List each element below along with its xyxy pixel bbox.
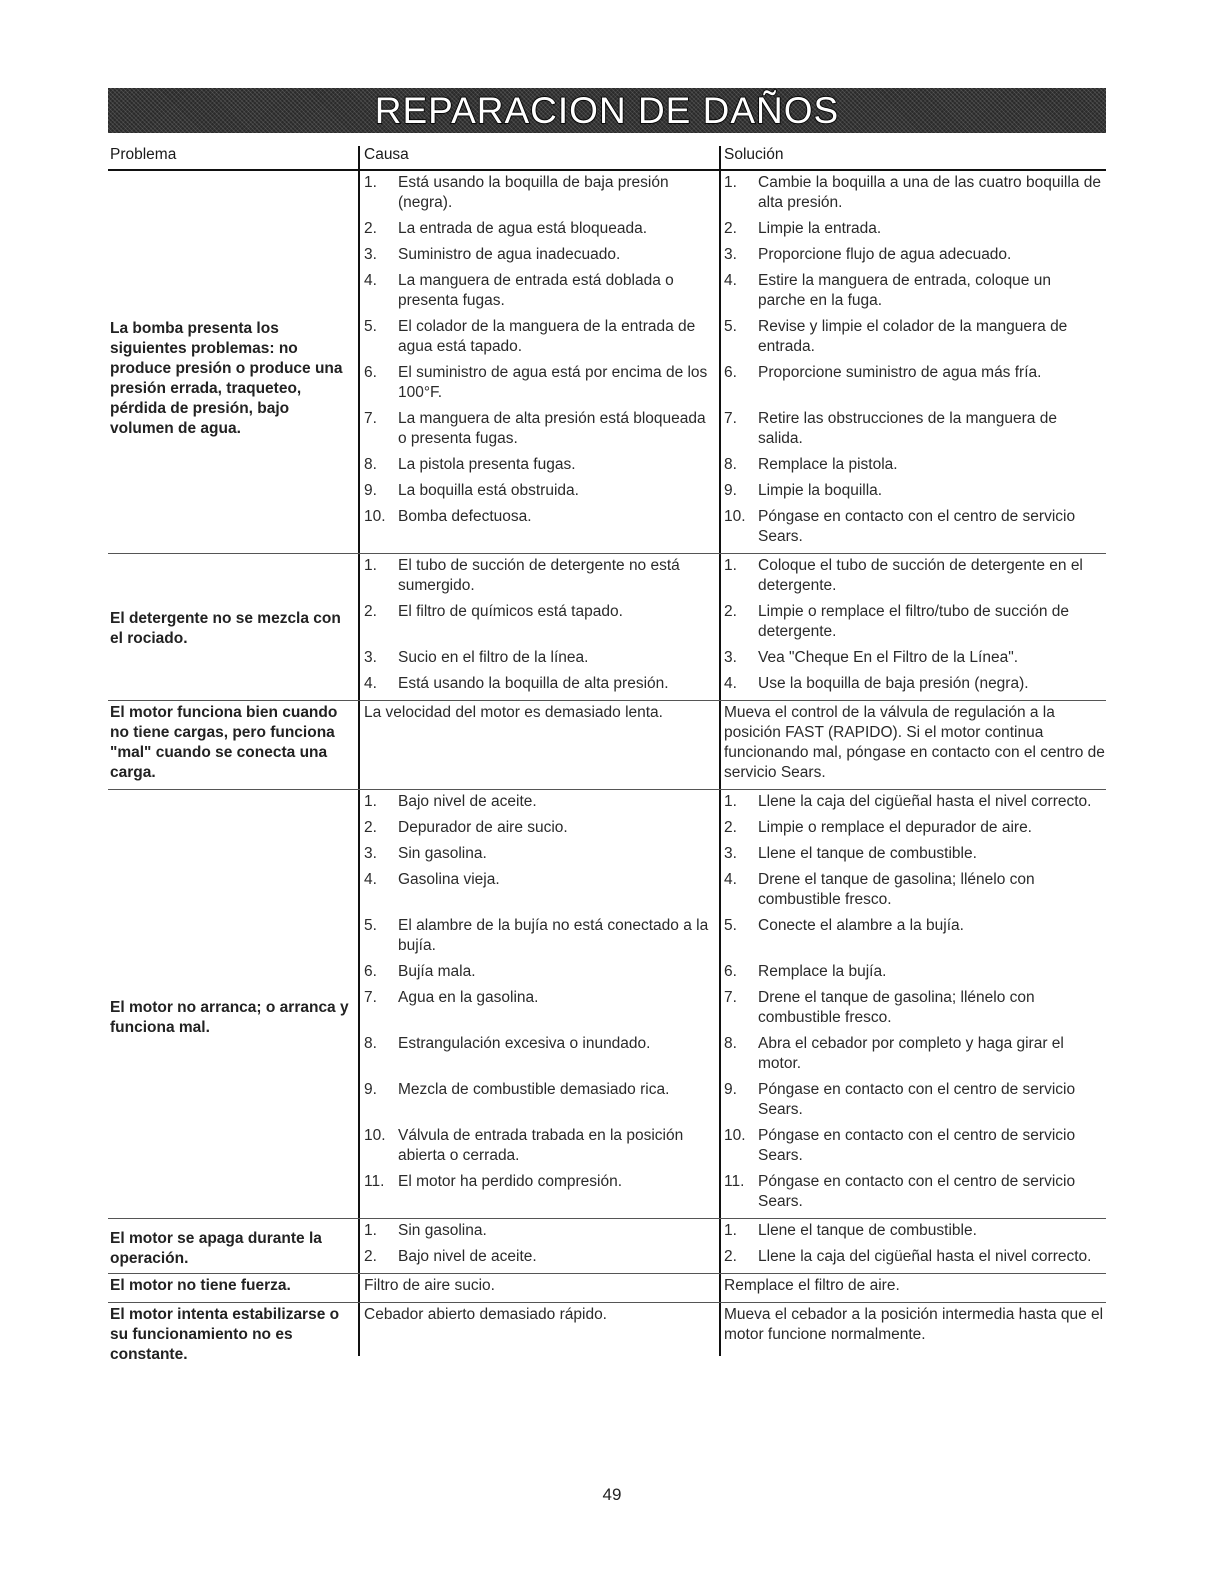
cause-cell-text: El motor ha perdido compresión. [398,1173,623,1190]
solution-cell-text: Llene la caja del cigüeñal hasta el nivel correcto. [758,1248,1092,1265]
solution-cell [720,916,1106,962]
solution-cell [720,1080,1106,1126]
item-number: 1. [724,174,737,191]
item-number: 1. [724,793,737,810]
item-number: 8. [724,1035,737,1052]
table-row [360,870,1106,916]
table-row [360,455,1106,481]
cause-cell-text: Está usando la boquilla de baja presión (negra). [398,174,669,211]
table-row [360,648,1106,674]
cause-cell [360,792,720,818]
problem-text: El motor intenta estabilizarse o su funcionamiento no es constante. [110,1306,340,1363]
item-number: 11. [724,1173,745,1190]
solution-cell-text: Póngase en contacto con el centro de servicio Sears. [758,1173,1076,1210]
item-number: 4. [724,272,737,289]
problem-text: El detergente no se mezcla con el rociado. [110,610,341,647]
item-number: 1. [724,1222,737,1239]
table-row [360,602,1106,648]
cause-cell [360,988,720,1034]
cause-cell [360,1126,720,1172]
table-row [360,245,1106,271]
item-number: 2. [724,819,737,836]
solution-cell [720,173,1106,219]
item-number: 2. [364,1248,377,1265]
cause-cell [360,1080,720,1126]
item-number: 9. [724,1081,737,1098]
solution-cell [720,245,1106,271]
solution-cell-text: Póngase en contacto con el centro de servicio Sears. [758,508,1076,545]
cause-cell-text: Válvula de entrada trabada en la posición abierta o cerrada. [398,1127,684,1164]
item-number: 9. [364,482,377,499]
solution-cell [720,1126,1106,1172]
cause-cell [360,1221,720,1247]
item-number: 1. [364,793,377,810]
item-number: 3. [724,246,737,263]
solution-cell-text: Drene el tanque de gasolina; llénelo con combustible fresco. [758,989,1035,1026]
cause-cell-text: La pistola presenta fugas. [398,456,576,473]
solution-cell-text: Cambie la boquilla a una de las cuatro boquilla de alta presión. [758,174,1101,211]
table-row [360,962,1106,988]
cause-cell-text: Sin gasolina. [398,1222,487,1239]
item-number: 4. [724,675,737,692]
solution-cell-text: Llene el tanque de combustible. [758,1222,977,1239]
item-number: 7. [724,410,737,427]
item-number: 9. [364,1081,377,1098]
header-cause: Causa [364,146,409,163]
cause-cell [360,271,720,317]
solution-cell-text: Remplace la pistola. [758,456,898,473]
cause-cell-text: Bajo nivel de aceite. [398,793,537,810]
table-row [360,317,1106,363]
solution-cell-text: Drene el tanque de gasolina; llénelo con combustible fresco. [758,871,1035,908]
item-number: 2. [364,603,377,620]
solution-cell [720,844,1106,870]
cause-cell-text: Suministro de agua inadecuado. [398,246,621,263]
solution-cell [720,271,1106,317]
problem-text: El motor no tiene fuerza. [110,1277,291,1294]
item-number: 8. [364,456,377,473]
solution-cell [720,507,1106,553]
solution-cell [720,556,1106,602]
table-row [360,556,1106,602]
problem-group [108,171,1106,554]
table-row [360,988,1106,1034]
solution-cell-text: Llene la caja del cigüeñal hasta el nivel correcto. [758,793,1092,810]
table-row [360,271,1106,317]
item-number: 5. [364,917,377,934]
cause-cell-text: Estrangulación excesiva o inundado. [398,1035,651,1052]
solution-cell [720,363,1106,409]
problem-group [108,1219,1106,1274]
solution-cell: Mueva el control de la válvula de regulación a la posición FAST (RAPIDO). Si el motor continua funcionando mal, póngase en contacto con el centro de servicio Sears. [724,704,1105,781]
solution-cell [720,455,1106,481]
item-number: 4. [364,871,377,888]
table-row [360,916,1106,962]
solution-cell-text: Use la boquilla de baja presión (negra). [758,675,1029,692]
banner-title: REPARACION DE DAÑOS [374,89,840,131]
solution-cell [720,792,1106,818]
item-number: 6. [364,963,377,980]
item-number: 10. [364,508,386,525]
item-number: 2. [724,1248,737,1265]
problem-group [108,790,1106,1219]
header-problem: Problema [110,146,177,163]
table-row [360,1221,1106,1247]
problem-group [108,701,1106,790]
solution-cell-text: Remplace la bujía. [758,963,887,980]
item-number: 3. [364,246,377,263]
solution-cell [720,481,1106,507]
cause-cell [360,409,720,455]
cause-cell-text: Depurador de aire sucio. [398,819,568,836]
cause-cell [360,870,720,916]
solution-cell [720,1247,1106,1273]
cause-cell [360,844,720,870]
cause-cell [360,818,720,844]
cause-cell-text: Mezcla de combustible demasiado rica. [398,1081,670,1098]
solution-cell-text: Estire la manguera de entrada, coloque un parche en la fuga. [758,272,1051,309]
table-row [360,1305,1106,1351]
solution-cell [720,870,1106,916]
solution-cell [720,1221,1106,1247]
cause-cell [360,173,720,219]
cause-cell: Filtro de aire sucio. [364,1277,495,1294]
solution-cell [720,674,1106,700]
solution-cell [720,962,1106,988]
item-number: 10. [364,1127,386,1144]
cause-cell [360,1034,720,1080]
cause-cell-text: La entrada de agua está bloqueada. [398,220,648,237]
item-number: 3. [364,845,377,862]
item-number: 7. [724,989,737,1006]
cause-cell-text: El suministro de agua está por encima de los 100°F. [398,364,708,401]
problem-text: El motor funciona bien cuando no tiene cargas, pero funciona "mal" cuando se conecta una carga. [110,704,338,781]
table-row [360,818,1106,844]
item-number: 2. [364,220,377,237]
solution-cell-text: Limpie la boquilla. [758,482,883,499]
cause-cell-text: La manguera de entrada está doblada o presenta fugas. [398,272,674,309]
cause-cell-text: El alambre de la bujía no está conectado a la bujía. [398,917,709,954]
cause-cell: La velocidad del motor es demasiado lenta. [364,704,663,721]
cause-cell [360,1247,720,1273]
solution-cell-text: Póngase en contacto con el centro de servicio Sears. [758,1127,1076,1164]
table-row [360,1080,1106,1126]
table-row [360,792,1106,818]
cause-cell-text: El tubo de succión de detergente no está sumergido. [398,557,680,594]
problem-text: El motor se apaga durante la operación. [110,1230,322,1267]
cause-cell-text: Bomba defectuosa. [398,508,532,525]
item-number: 1. [724,557,737,574]
item-number: 9. [724,482,737,499]
cause-cell [360,648,720,674]
solution-cell [720,988,1106,1034]
cause-cell-text: Está usando la boquilla de alta presión. [398,675,669,692]
cause-cell-text: Gasolina vieja. [398,871,500,888]
item-number: 5. [724,917,737,934]
solution-cell: Mueva el cebador a la posición intermedia hasta que el motor funcione normalmente. [724,1306,1104,1343]
item-number: 2. [724,603,737,620]
solution-cell [720,648,1106,674]
solution-cell-text: Coloque el tubo de succión de detergente en el detergente. [758,557,1083,594]
item-number: 3. [724,649,737,666]
solution-cell-text: Póngase en contacto con el centro de servicio Sears. [758,1081,1076,1118]
table-row [360,1126,1106,1172]
problem-group [108,1303,1106,1363]
table-row [360,507,1106,553]
cause-cell-text: La manguera de alta presión está bloqueada o presenta fugas. [398,410,706,447]
cause-cell [360,507,720,553]
solution-cell-text: Vea "Cheque En el Filtro de la Línea". [758,649,1019,666]
solution-cell-text: Limpie la entrada. [758,220,882,237]
table-body [108,171,1106,1363]
item-number: 5. [724,318,737,335]
cause-cell-text: La boquilla está obstruida. [398,482,579,499]
table-row [360,363,1106,409]
cause-cell [360,455,720,481]
cause-cell [360,363,720,409]
cause-cell [360,962,720,988]
item-number: 5. [364,318,377,335]
table-row [360,703,1106,789]
item-number: 8. [364,1035,377,1052]
solution-cell [720,818,1106,844]
table-row [360,1034,1106,1080]
solution-cell-text: Abra el cebador por completo y haga girar el motor. [758,1035,1064,1072]
solution-cell-text: Llene el tanque de combustible. [758,845,977,862]
solution-cell [720,602,1106,648]
cause-cell [360,245,720,271]
solution-cell-text: Limpie o remplace el depurador de aire. [758,819,1032,836]
item-number: 8. [724,456,737,473]
solution-cell-text: Proporcione suministro de agua más fría. [758,364,1042,381]
solution-cell-text: Limpie o remplace el filtro/tubo de succión de detergente. [758,603,1070,640]
cause-cell [360,602,720,648]
cause-cell-text: Bajo nivel de aceite. [398,1248,537,1265]
problem-group [108,554,1106,701]
table-row [360,1247,1106,1273]
table-row [360,173,1106,219]
cause-cell [360,674,720,700]
solution-cell-text: Conecte el alambre a la bujía. [758,917,964,934]
cause-cell [360,1172,720,1218]
cause-cell-text: Bujía mala. [398,963,476,980]
item-number: 11. [364,1173,385,1190]
item-number: 3. [364,649,377,666]
item-number: 4. [364,675,377,692]
item-number: 2. [724,220,737,237]
item-number: 1. [364,557,377,574]
solution-cell [720,1034,1106,1080]
cause-cell [360,481,720,507]
item-number: 7. [364,410,377,427]
item-number: 4. [724,871,737,888]
troubleshooting-table [108,141,1106,1363]
solution-cell [720,219,1106,245]
solution-cell: Remplace el filtro de aire. [724,1277,900,1294]
solution-cell [720,1172,1106,1218]
table-row [360,844,1106,870]
cause-cell-text: Sin gasolina. [398,845,487,862]
item-number: 10. [724,1127,746,1144]
item-number: 1. [364,1222,377,1239]
table-row [360,219,1106,245]
item-number: 2. [364,819,377,836]
problem-group [108,1274,1106,1303]
page-number: 49 [602,1485,622,1504]
problem-text: La bomba presenta los siguientes problemas: no produce presión o produce una presión errada, traqueteo, pérdida de presión, bajo volumen de agua. [110,320,343,437]
item-number: 10. [724,508,746,525]
cause-cell [360,219,720,245]
table-row [360,1172,1106,1218]
cause-cell-text: El filtro de químicos está tapado. [398,603,623,620]
cause-cell [360,916,720,962]
cause-cell: Cebador abierto demasiado rápido. [364,1306,607,1323]
item-number: 6. [724,963,737,980]
item-number: 6. [364,364,377,381]
solution-cell [720,317,1106,363]
cause-cell-text: El colador de la manguera de la entrada de agua está tapado. [398,318,696,355]
table-header [108,141,1106,171]
table-row [360,1276,1106,1302]
table-row [360,409,1106,455]
item-number: 3. [724,845,737,862]
item-number: 1. [364,174,377,191]
solution-cell-text: Proporcione flujo de agua adecuado. [758,246,1012,263]
problem-text: El motor no arranca; o arranca y funciona mal. [110,999,349,1036]
header-solution: Solución [724,146,784,163]
item-number: 6. [724,364,737,381]
solution-cell [720,409,1106,455]
solution-cell-text: Retire las obstrucciones de la manguera de salida. [758,410,1057,447]
cause-cell [360,556,720,602]
solution-cell-text: Revise y limpie el colador de la manguera de entrada. [758,318,1068,355]
cause-cell [360,317,720,363]
table-row [360,481,1106,507]
page-banner [108,88,1106,133]
cause-cell-text: Agua en la gasolina. [398,989,539,1006]
item-number: 7. [364,989,377,1006]
item-number: 4. [364,272,377,289]
cause-cell-text: Sucio en el filtro de la línea. [398,649,589,666]
table-row [360,674,1106,700]
